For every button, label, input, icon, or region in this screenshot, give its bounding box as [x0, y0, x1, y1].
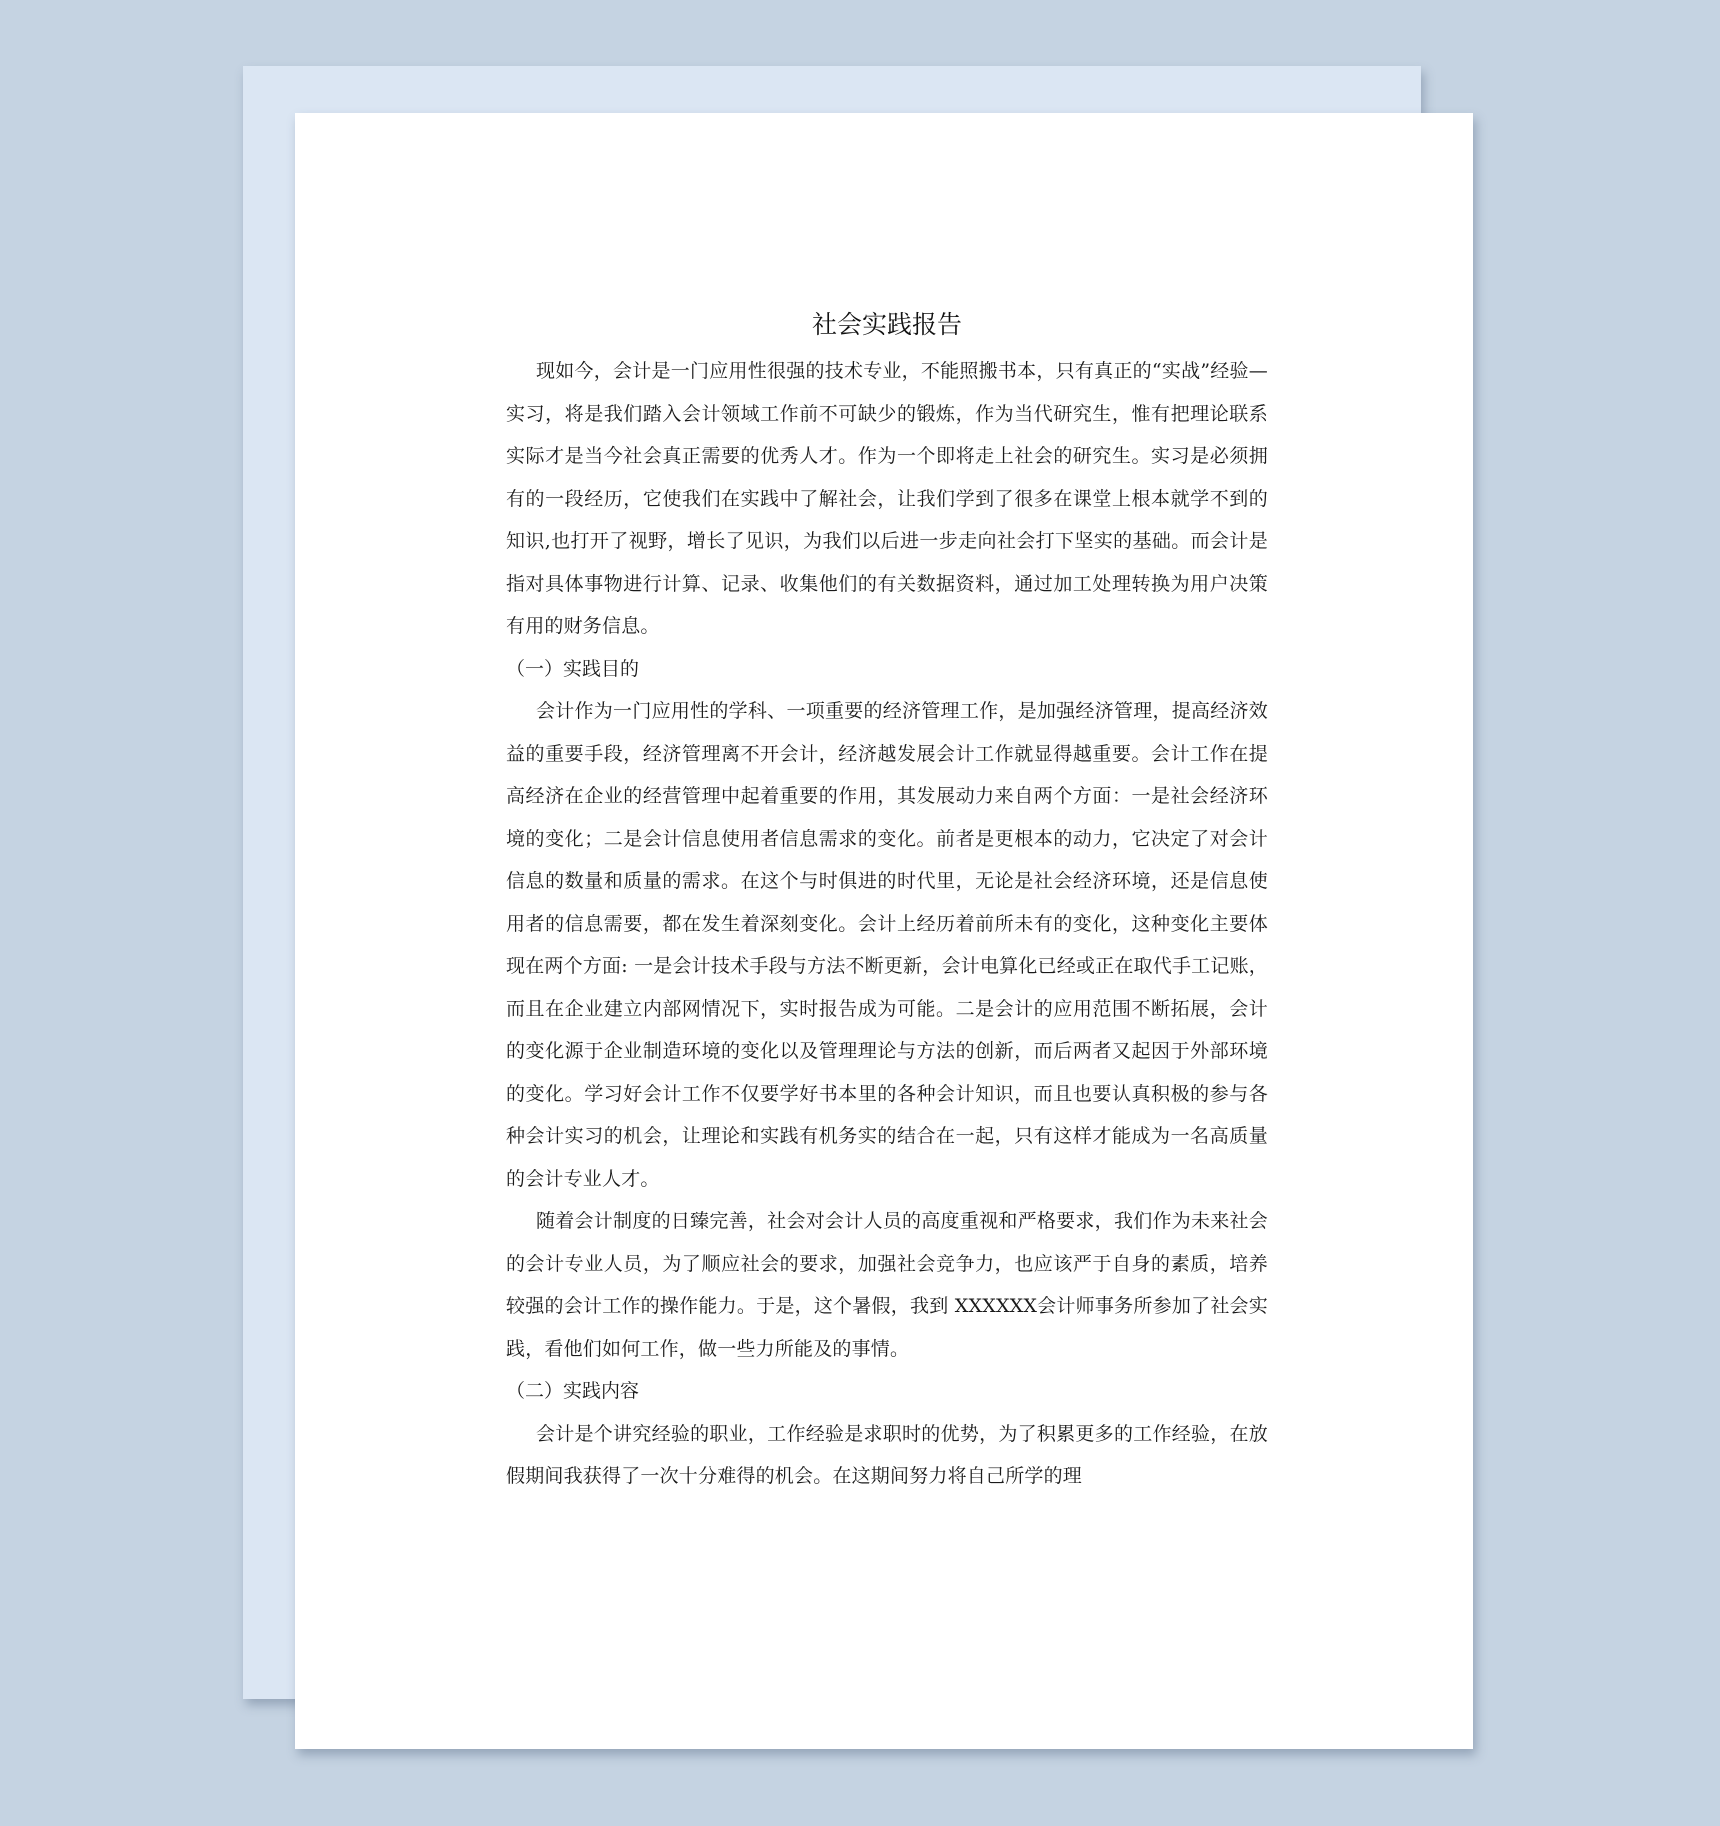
- paragraph-motivation: 随着会计制度的日臻完善，社会对会计人员的高度重视和严格要求，我们作为未来社会的会计专业人员，为了顺应社会的要求，加强社会竞争力，也应该严于自身的素质，培养较强的会计工作的操作能力。于是，这个暑假，我到 XXXXXX会计师事务所参加了社会实践，看他们如何工作，做一些力所能及的事情。: [506, 1210, 1268, 1360]
- document-content: [506, 308, 1268, 1498]
- section-heading-content: （二）实践内容: [506, 1380, 640, 1402]
- document-page: [295, 113, 1473, 1749]
- document-title: 社会实践报告: [811, 310, 962, 339]
- section-heading-purpose: （一）实践目的: [506, 657, 640, 680]
- paragraph-intro: 现如今，会计是一门应用性很强的技术专业，不能照搬书本，只有真正的“实战”经验—实习，将是我们踏入会计领域工作前不可缺少的锻炼，作为当代研究生，惟有把理论联系实际才是当今社会真正需要的优秀人才。作为一个即将走上社会的研究生。实习是必须拥有的一段经历，它使我们在实践中了解社会，让我们学到了很多在课堂上根本就学不到的知识,也打开了视野，增长了见识，为我们以后进一步走向社会打下坚实的基础。而会计是指对具体事物进行计算、记录、收集他们的有关数据资料，通过加工处理转换为用户决策有用的财务信息。: [506, 360, 1268, 637]
- paragraph-content: 会计是个讲究经验的职业，工作经验是求职时的优势，为了积累更多的工作经验，在放假期间我获得了一次十分难得的机会。在这期间努力将自己所学的理: [506, 1422, 1268, 1487]
- paragraph-purpose: 会计作为一门应用性的学科、一项重要的经济管理工作，是加强经济管理，提高经济效益的重要手段，经济管理离不开会计，经济越发展会计工作就显得越重要。会计工作在提高经济在企业的经营管理中起着重要的作用，其发展动力来自两个方面：一是社会经济环境的变化；二是会计信息使用者信息需求的变化。前者是更根本的动力，它决定了对会计信息的数量和质量的需求。在这个与时俱进的时代里，无论是社会经济环境，还是信息使用者的信息需要，都在发生着深刻变化。会计上经历着前所未有的变化，这种变化主要体现在两个方面: 一是会计技术手段与方法不断更新，会计电算化已经或正在取代手工记账，而且在企业建立内部网情况下，实时报告成为可能。二是会计的应用范围不断拓展，会计的变化源于企业制造环境的变化以及管理理论与方法的创新，而后两者又起因于外部环境的变化。学习好会计工作不仅要学好书本里的各种会计知识，而且也要认真积极的参与各种会计实习的机会，让理论和实践有机务实的结合在一起，只有这样才能成为一名高质量的会计专业人才。: [506, 700, 1268, 1190]
